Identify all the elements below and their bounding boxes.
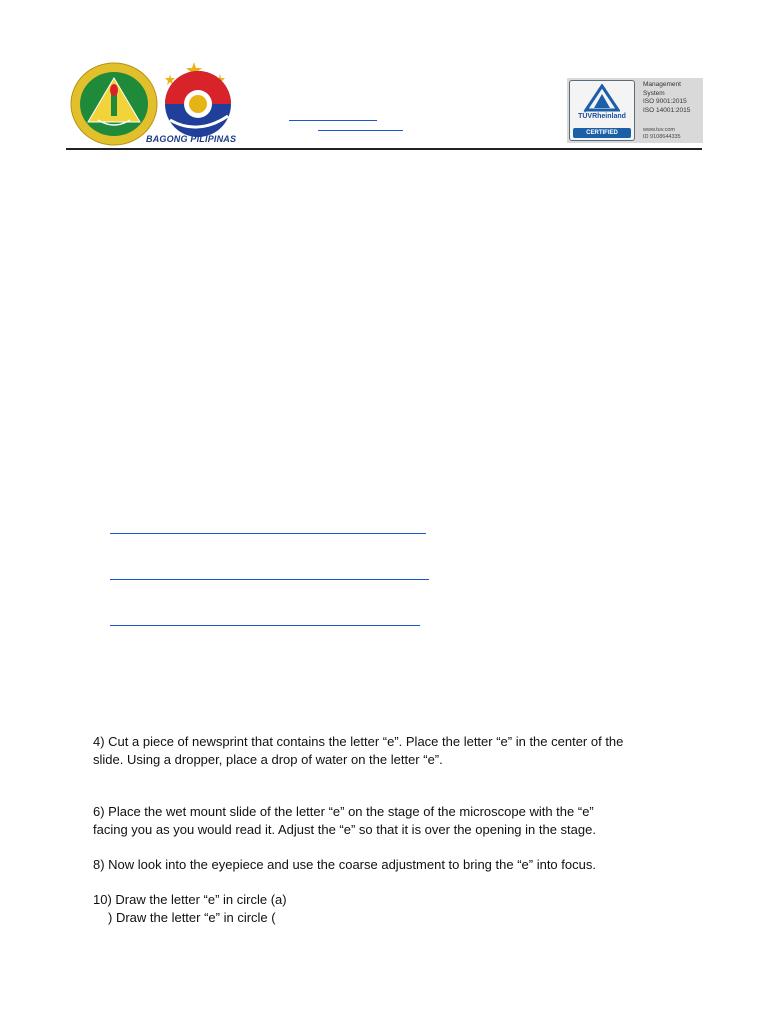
step-line: 6) Place the wet mount slide of the letter “e” on the stage of the microscope with the “e” <box>93 804 594 819</box>
certified-label: CERTIFIED <box>573 128 631 138</box>
procedure-step-4 <box>93 733 693 768</box>
step-line: 4) Cut a piece of newsprint that contains the letter “e”. Place the letter “e” in the center of the <box>93 734 624 749</box>
answer-line <box>110 579 429 580</box>
header-divider <box>66 148 702 150</box>
procedure-step-10b: ) Draw the letter “e” in circle ( <box>108 910 276 925</box>
tuv-brand-text: TÜVRheinland <box>578 113 626 120</box>
header-blank-line <box>318 130 403 131</box>
procedure-step-10: 10) Draw the letter “e” in circle (a) <box>93 892 287 907</box>
cert-line: ISO 9001:2015 <box>643 98 687 106</box>
header-blank-line <box>289 120 377 121</box>
cert-id: ID 9108644335 <box>643 133 681 140</box>
step-line: slide. Using a dropper, place a drop of water on the letter “e”. <box>93 751 443 767</box>
procedure-step-6 <box>93 803 693 838</box>
university-seal-icon <box>70 62 158 146</box>
cert-web: www.tuv.com <box>643 127 675 133</box>
cert-line: Management <box>643 81 681 88</box>
step-line: facing you as you would read it. Adjust the “e” so that it is over the opening in the stage. <box>93 821 596 837</box>
cert-line: System <box>643 89 665 97</box>
answer-line <box>110 533 426 534</box>
bagong-pilipinas-text: BAGONG PILIPINAS <box>146 134 237 144</box>
answer-line <box>110 625 420 626</box>
cert-line: ISO 14001:2015 <box>643 106 691 114</box>
tuv-rheinland-icon <box>584 84 620 112</box>
certification-lines <box>643 81 690 115</box>
certification-web-id <box>643 127 681 141</box>
procedure-step-8: 8) Now look into the eyepiece and use the coarse adjustment to bring the “e” into focus. <box>93 857 596 872</box>
